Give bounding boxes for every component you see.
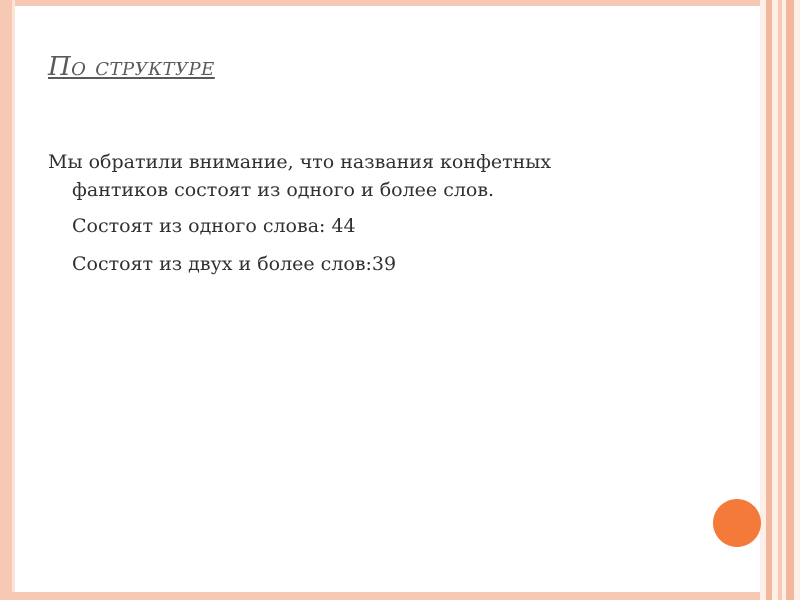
intro-line-1: Мы обратили внимание, что названия конфетных [48,151,552,173]
frame-left-inner-line [12,0,15,600]
bullet-text: Состоят из одного слова: 44 [72,215,356,237]
frame-right-stripe [778,0,782,600]
list-item [48,212,688,240]
bullet-list [48,212,688,278]
intro-paragraph [48,148,688,204]
intro-line-2: фантиков состоят из одного и более слов. [72,179,495,201]
frame-right-stripe [766,0,772,600]
frame-top-border [0,0,800,6]
bullet-text: Состоят из двух и более слов:39 [72,253,397,275]
slide-title: По структуре [48,52,215,82]
list-item [48,250,688,278]
frame-left-border [0,0,12,600]
accent-circle-decoration [713,499,761,547]
slide-body [48,148,688,288]
frame-right-stripe [786,0,794,600]
frame-bottom-border [0,592,800,600]
